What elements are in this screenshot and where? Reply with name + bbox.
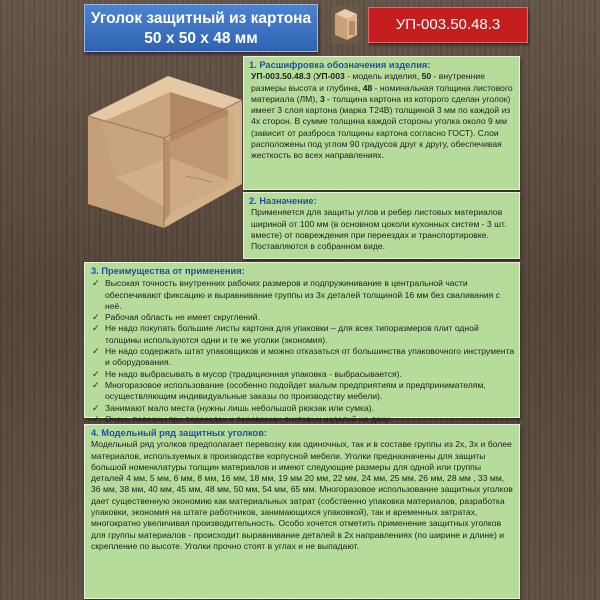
checkmark-icon: ✓: [92, 346, 100, 357]
checkmark-icon: ✓: [92, 368, 100, 379]
section-designation-text: [249, 71, 515, 161]
product-thumbnail: [331, 6, 359, 44]
designation-cardboard: 3: [319, 93, 325, 104]
section-purpose-heading: 2. Назначение:: [249, 196, 317, 206]
section-designation-heading: 1. Расшифровка обозначения изделия:: [249, 60, 431, 70]
list-item: ✓ Не надо покупать большие листы картона для упаковки – для всех типоразмеров плит одной толщины используются одни и те же уголки (экономия).: [92, 323, 479, 345]
checkmark-icon: ✓: [92, 312, 100, 323]
designation-text-5: - толщина картона из которого сделан уголок) имеет 3 слоя картона (марка Т24В) толщиной 3 мм по каждой из 4х сторон. В сумме толщина каждой стороны уголка около 9 мм (зависит от разброса толщины картона согласно ГОСТ). Слои расположены под углом 90 градусов друг к другу, обеспечивая жесткость во всех направлениях.: [251, 93, 511, 161]
checkmark-icon: ✓: [92, 379, 100, 390]
section-advantages: [84, 262, 520, 424]
designation-text-2: - модель изделия,: [344, 71, 422, 82]
advantages-list: [91, 278, 515, 425]
product-code-badge: УП-003.50.48.3: [368, 7, 528, 43]
list-item: ✓ Не надо содержать штат упаковщиков и можно отказаться от большинства упаковочного инструмента и оборудования.: [92, 346, 515, 368]
list-item: ✓ Занимают мало места (нужны лишь небольшой рюкзак или сумка).: [92, 402, 375, 413]
list-item: ✓ Рабочая область не имеет скруглений.: [92, 312, 260, 323]
list-item: ✓ Многоразовое использование (особенно подойдет малым предприятиям и предпринимателям, осуществляющим индивидуальные заказы по производству мебели).: [92, 379, 486, 402]
designation-text-3: - внутренние размеры высота и глубина,: [251, 71, 485, 93]
designation-text-1: (: [310, 71, 317, 82]
list-item: ✓ Очень полезны при переездах и перевозках листовых изделий на дачу.: [92, 413, 391, 424]
checkmark-icon: ✓: [92, 413, 100, 424]
title-box: [84, 4, 318, 52]
checkmark-icon: ✓: [92, 278, 100, 289]
section-purpose-text: Применяется для защиты углов и ребер листовых материалов шириной от 100 мм (в основном цоколи кухонных систем - 3 шт. вместе) от повреждения при переездах и транспортировке. Поставляются в собранном виде.: [251, 207, 507, 252]
checkmark-icon: ✓: [92, 323, 100, 334]
designation-thickness: 48: [362, 82, 373, 93]
section-model-range-heading: 4. Модельный ряд защитных уголков:: [91, 428, 268, 438]
section-model-range: [84, 424, 520, 599]
title-line-1: Уголок защитный из картона: [90, 10, 312, 27]
section-designation: [243, 56, 520, 190]
section-purpose: [243, 192, 520, 259]
list-item: ✓ Высокая точность внутренних рабочих размеров и подпружинивание в центральной части обеспечивают фиксацию и выравнивание группы из 3х деталей толщиной 16 мм без сваливания с неё.: [92, 278, 500, 311]
cardboard-corner-image: [86, 72, 244, 230]
designation-model: УП-003: [316, 71, 345, 82]
title-line-2: 50 х 50 х 48 мм: [144, 30, 258, 47]
section-advantages-heading: 3. Преимущества от применения:: [91, 266, 245, 276]
list-item: ✓ Не надо выбрасывать в мусор (традиционная упаковка - выбрасывается).: [92, 368, 402, 379]
designation-code: УП-003.50.48.3: [251, 71, 311, 82]
checkmark-icon: ✓: [92, 402, 100, 413]
designation-size: 50: [421, 71, 432, 82]
designation-text-4: - номинальная толщина листового материала (ЛМ),: [251, 82, 513, 104]
section-model-range-text: Модельный ряд уголков предполагает перевозку как одиночных, так и в составе группы из 2х, 3х и более материалов, используемых в производстве корпусной мебели. Уголки предназначены для защиты большой номенклатуры толщин материалов и имеют следующие размеры для одной или группы деталей 4 мм, 5 мм, 6 мм, 8 мм, 16 мм, 18 мм, 19 мм 20 мм, 22 мм, 24 мм, 25 мм, 26 мм, 28 мм , 33 мм, 36 мм, 38 мм, 40 мм, 45 мм, 48 мм, 50 мм, 54 мм, 65 мм. Многоразовое использование защитных уголков дает существенную экономию как материальных затрат (собственно упаковка материалов, разработка упаковки, экономия на штате работников, занимающихся упаковкой), так и временных затратах, многократно увеличивая производительность. Особо хочется отметить применение защитных уголков для группы материалов - происходит выравнивание деталей в 2х направлениях (по ширине и длине) и скрепление по высоте. Уголки прочно стоят в углах и не выпадают.: [91, 439, 513, 551]
